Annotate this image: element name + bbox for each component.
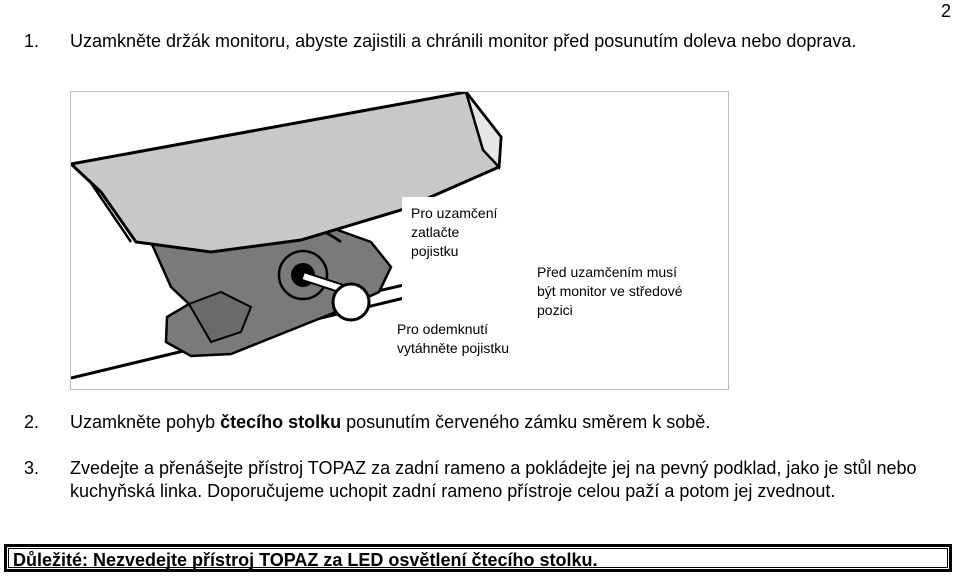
step-2-text-before: Uzamkněte pohyb bbox=[70, 412, 221, 432]
page-number: 2 bbox=[940, 1, 951, 21]
important-notice bbox=[4, 544, 952, 572]
callout-unlock bbox=[397, 320, 509, 358]
step-2-text-after: posunutím červeného zámku směrem k sobě. bbox=[341, 412, 711, 432]
step-1-text: Uzamkněte držák monitoru, abyste zajistili a chránili monitor před posunutím doleva nebo doprava. bbox=[70, 31, 857, 51]
callout-lock-line-1: Pro uzamčení bbox=[411, 205, 498, 221]
important-text: Nezvedejte přístroj TOPAZ za LED osvětlení čtecího stolku. bbox=[88, 550, 598, 570]
callout-unlock-line-2: vytáhněte pojistku bbox=[397, 340, 510, 356]
step-2 bbox=[24, 411, 924, 434]
step-2-number: 2. bbox=[24, 412, 40, 432]
important-label: Důležité: bbox=[13, 550, 89, 570]
monitor-holder-illustration bbox=[70, 91, 729, 390]
callout-center-line-2: být monitor ve středové bbox=[537, 283, 683, 299]
callout-lock-line-2: zatlačte bbox=[411, 224, 460, 240]
step-3 bbox=[24, 457, 954, 503]
step-2-text-bold: čtecího stolku bbox=[220, 412, 342, 432]
callout-unlock-line-1: Pro odemknutí bbox=[397, 321, 489, 337]
callout-center-line-3: pozici bbox=[537, 302, 573, 318]
step-3-text: Zvedejte a přenášejte přístroj TOPAZ za zadní rameno a pokládejte jej na pevný podklad, jako je stůl nebo kuchyňská linka. Doporučujeme uchopit zadní rameno přístroje celou paží a potom jej zvednout. bbox=[70, 458, 917, 501]
step-2-text bbox=[70, 411, 924, 434]
callout-center-line-1: Před uzamčením musí bbox=[537, 264, 678, 280]
callout-lock bbox=[411, 204, 497, 261]
step-3-number: 3. bbox=[24, 458, 40, 478]
step-1-number: 1. bbox=[24, 31, 40, 51]
lock-knob-front bbox=[333, 284, 369, 320]
callout-center bbox=[537, 263, 683, 320]
callout-lock-line-3: pojistku bbox=[411, 243, 459, 259]
step-1 bbox=[24, 30, 904, 53]
